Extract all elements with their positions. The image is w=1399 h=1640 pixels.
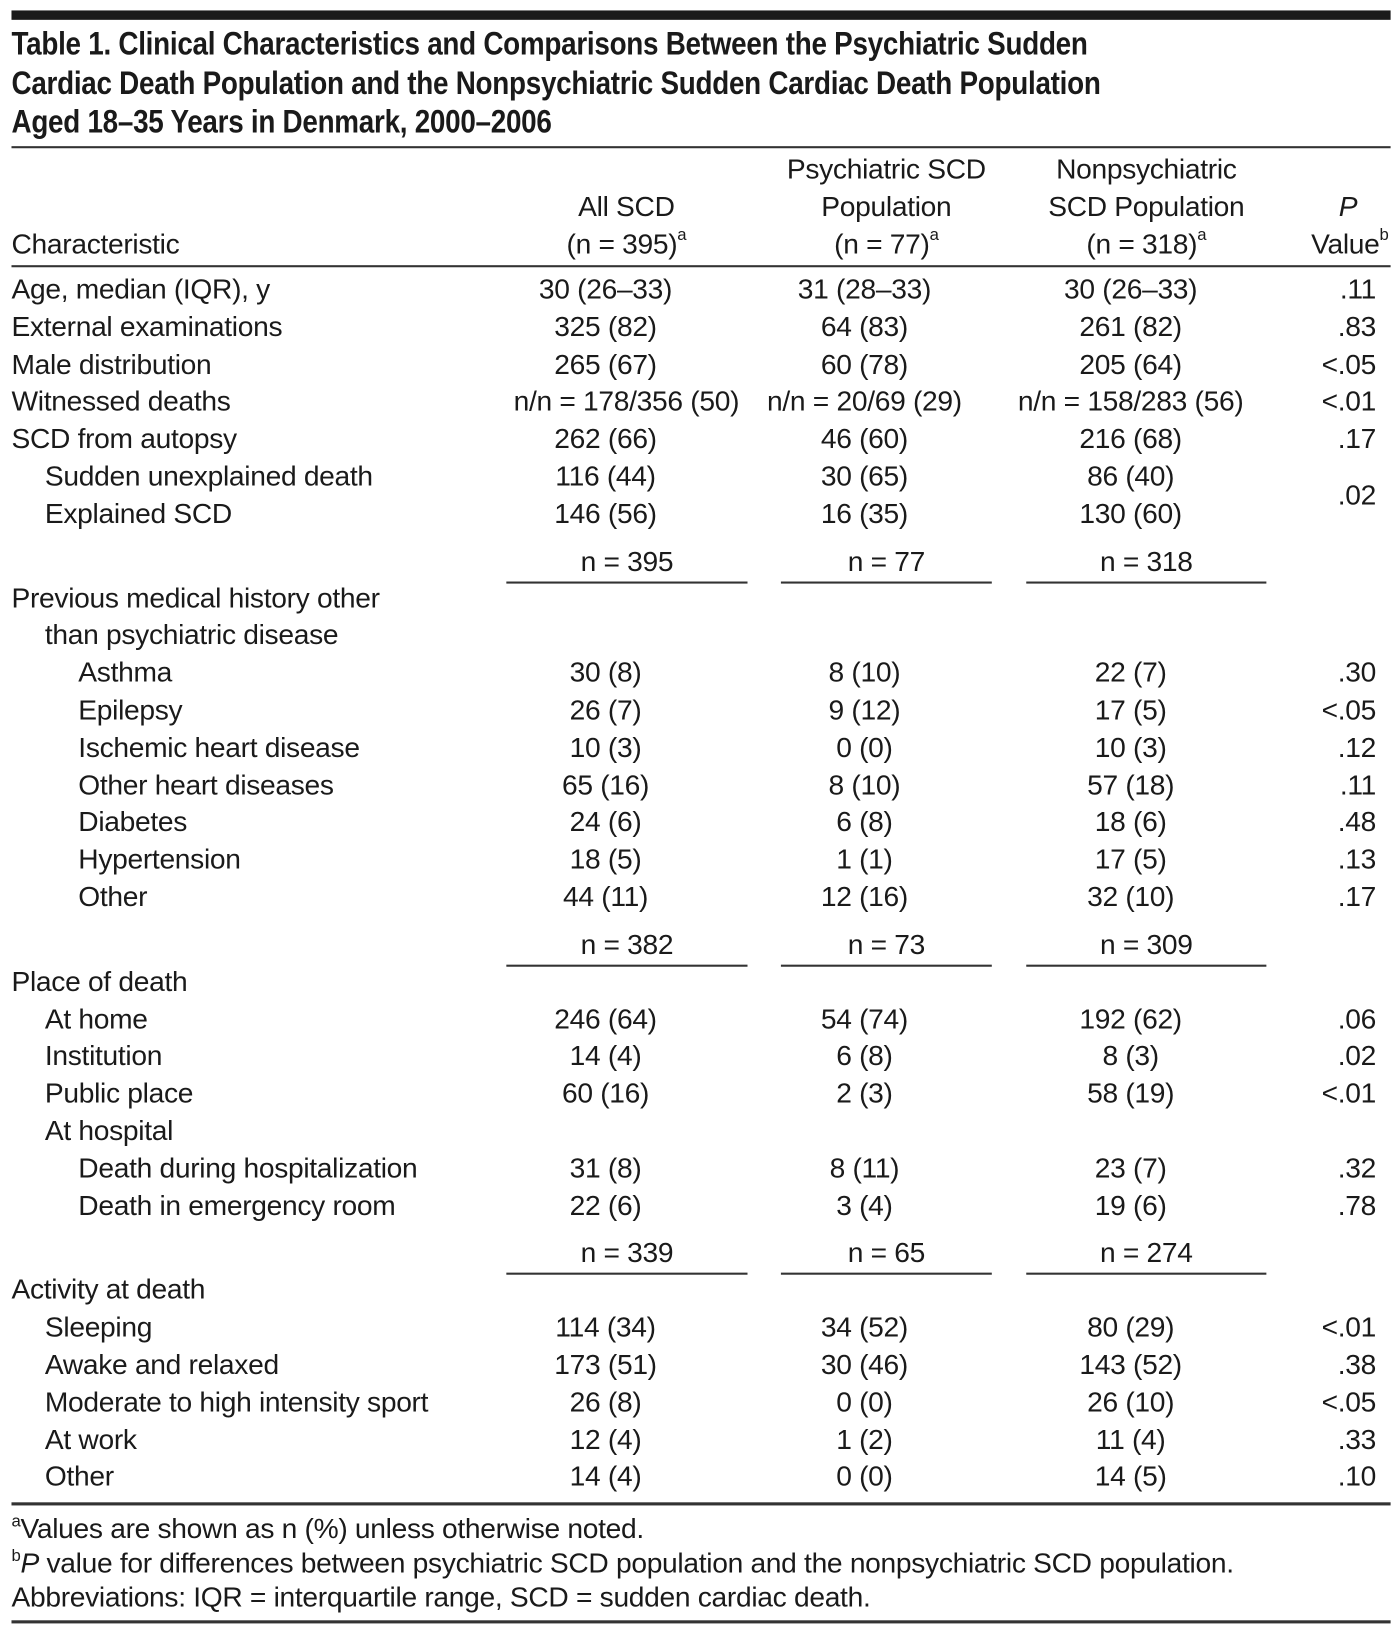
cell-p-value: .33 (1337, 1423, 1376, 1455)
table-row (0, 1150, 1399, 1187)
row-label: Death during hospitalization (78, 1152, 418, 1184)
header-all-scd (522, 188, 731, 263)
header-line (1042, 226, 1251, 264)
cell-nonpsychiatric: 17 (5) (1094, 694, 1167, 726)
table-row (0, 730, 1399, 767)
subgroup-n: n = 73 (781, 926, 992, 964)
table-row (0, 1188, 1399, 1225)
table-row (0, 842, 1399, 879)
table-row (0, 1272, 1399, 1309)
final-rule (11, 1620, 1390, 1623)
cell-nonpsychiatric: 19 (6) (1094, 1189, 1167, 1221)
title-line: Aged 18–35 Years in Denmark, 2000–2006 (11, 103, 552, 140)
footnote-mark: a (1197, 226, 1207, 245)
table-row (0, 1384, 1399, 1421)
table-row (0, 1421, 1399, 1458)
footnote-mark: b (1379, 226, 1389, 245)
header-psychiatric (782, 150, 991, 263)
cell-all-scd: 265 (67) (554, 348, 657, 380)
cell-psychiatric: 8 (11) (829, 1152, 900, 1184)
row-label: SCD from autopsy (11, 423, 237, 455)
cell-p-value: .11 (1339, 273, 1376, 305)
row-label: Sleeping (44, 1311, 153, 1343)
cell-all-scd: 246 (64) (554, 1002, 657, 1035)
table-row (0, 1113, 1399, 1150)
row-label: Ischemic heart disease (78, 731, 360, 763)
subgroup-n: n = 318 (1026, 542, 1266, 580)
cell-p-value: .78 (1337, 1189, 1376, 1221)
table-row (0, 1001, 1399, 1038)
cell-p-value: .83 (1337, 310, 1376, 343)
cell-nonpsychiatric: 30 (26–33) (1064, 273, 1198, 305)
table-row (0, 421, 1399, 458)
row-label: than psychiatric disease (44, 619, 339, 651)
cell-psychiatric: 6 (8) (836, 1040, 893, 1072)
table-row (0, 458, 1399, 511)
row-label: Hypertension (78, 843, 241, 876)
subgroup-n: n = 274 (1026, 1234, 1266, 1272)
footnote-text: value for differences between psychiatric SCD population and the nonpsychiatric SCD population. (38, 1547, 1234, 1579)
cell-all-scd: 116 (44) (555, 460, 656, 492)
cell-psychiatric: n/n = 20/69 (29) (767, 385, 962, 417)
cell-nonpsychiatric: 261 (82) (1079, 310, 1182, 343)
cell-all-scd: 31 (8) (569, 1152, 642, 1184)
row-label: Other (44, 1460, 114, 1493)
cell-psychiatric: 2 (3) (836, 1077, 893, 1109)
cell-nonpsychiatric: 10 (3) (1094, 731, 1167, 763)
cell-all-scd: 173 (51) (554, 1348, 657, 1381)
cell-psychiatric: 60 (78) (820, 348, 908, 380)
cell-nonpsychiatric: 22 (7) (1094, 656, 1167, 689)
table-row (0, 496, 1399, 533)
header-characteristic (11, 226, 179, 264)
cell-nonpsychiatric: 14 (5) (1094, 1460, 1167, 1493)
cell-psychiatric: 8 (10) (828, 656, 901, 689)
row-label: Asthma (78, 656, 172, 689)
row-label: Awake and relaxed (44, 1348, 279, 1381)
header-n: (n = 318) (1086, 228, 1198, 260)
footnote-text: Values are shown as n (%) unless otherwise noted. (20, 1512, 644, 1545)
footnote-mark: a (11, 1512, 21, 1531)
cell-p-value: <.01 (1321, 1311, 1376, 1343)
row-label: Other (78, 881, 148, 913)
header-line: SCD Population (1048, 191, 1245, 223)
cell-p-value: .10 (1337, 1460, 1376, 1493)
cell-nonpsychiatric: 57 (18) (1087, 768, 1175, 801)
table-row (0, 1459, 1399, 1496)
cell-all-scd: 14 (4) (569, 1040, 642, 1072)
table-row (0, 1309, 1399, 1346)
cell-p-value: .17 (1337, 881, 1376, 913)
cell-all-scd: 30 (26–33) (538, 273, 673, 305)
row-label: Age, median (IQR), y (11, 273, 270, 305)
row-label: At home (44, 1002, 148, 1035)
header-label: Value (1311, 228, 1380, 260)
row-label: Activity at death (11, 1274, 206, 1306)
cell-psychiatric: 1 (2) (836, 1423, 893, 1455)
cell-all-scd: 26 (7) (569, 694, 642, 726)
header-line: All SCD (578, 191, 675, 223)
cell-psychiatric: 0 (0) (836, 731, 893, 763)
cell-all-scd: 262 (66) (554, 423, 657, 455)
cell-all-scd: 10 (3) (569, 731, 642, 763)
cell-psychiatric: 9 (12) (828, 694, 901, 726)
cell-p-value: <.01 (1321, 385, 1376, 417)
cell-all-scd: 44 (11) (562, 881, 649, 913)
cell-p-value: .17 (1337, 423, 1376, 455)
header-p-value (1311, 188, 1388, 263)
cell-psychiatric: 0 (0) (836, 1460, 893, 1493)
cell-all-scd: 146 (56) (554, 497, 657, 530)
cell-all-scd: 24 (6) (569, 806, 642, 838)
subgroup-n-row (0, 542, 1399, 580)
cell-psychiatric: 34 (52) (820, 1311, 908, 1343)
cell-nonpsychiatric: 17 (5) (1094, 843, 1167, 876)
cell-all-scd: 18 (5) (569, 843, 642, 876)
table-row (0, 1347, 1399, 1384)
header-line (1311, 226, 1388, 264)
cell-p-value: <.05 (1321, 348, 1376, 380)
row-label: Diabetes (78, 806, 188, 838)
row-label: External examinations (11, 310, 283, 343)
title-line: Table 1. Clinical Characteristics and Comparisons Between the Psychiatric Sudden (11, 25, 1088, 62)
table-row (0, 879, 1399, 916)
header-line (522, 226, 731, 264)
table-bottom-rule (11, 1502, 1390, 1505)
cell-p-value: <.05 (1321, 1386, 1376, 1418)
cell-psychiatric: 64 (83) (820, 310, 908, 343)
footnote-mark: b (11, 1547, 21, 1565)
cell-p-value: .12 (1337, 731, 1376, 763)
row-label: Witnessed deaths (11, 385, 231, 417)
cell-psychiatric: 30 (46) (820, 1348, 908, 1381)
footnote-b (11, 1546, 1233, 1580)
table-row (0, 346, 1399, 383)
table-row (0, 309, 1399, 346)
top-thick-rule (11, 10, 1390, 19)
cell-p-value: .48 (1337, 806, 1376, 838)
cell-p-value: .13 (1337, 843, 1376, 876)
header-nonpsychiatric (1042, 150, 1251, 263)
cell-p-value: .32 (1337, 1152, 1376, 1184)
table-row (0, 655, 1399, 692)
table-body (0, 271, 1399, 1496)
header-line: P (1338, 191, 1358, 223)
cell-nonpsychiatric: 32 (10) (1087, 881, 1175, 913)
subgroup-n: n = 382 (506, 926, 747, 964)
cell-p-value: .06 (1337, 1002, 1376, 1035)
cell-all-scd: 26 (8) (569, 1386, 642, 1418)
title-rule (11, 146, 1390, 148)
cell-nonpsychiatric: 205 (64) (1079, 348, 1182, 380)
cell-psychiatric: 6 (8) (836, 806, 893, 838)
subgroup-n: n = 77 (781, 542, 992, 580)
table-row (0, 767, 1399, 804)
subgroup-n-row (0, 926, 1399, 964)
cell-all-scd: 65 (16) (561, 768, 650, 801)
table-row (0, 617, 1399, 654)
row-label: Previous medical history other (11, 582, 380, 614)
cell-psychiatric: 46 (60) (820, 423, 908, 455)
subgroup-n: n = 309 (1026, 926, 1266, 964)
header-n: (n = 77) (834, 228, 930, 260)
cell-all-scd: 22 (6) (569, 1189, 642, 1221)
cell-nonpsychiatric: n/n = 158/283 (56) (1017, 385, 1244, 417)
footnote-a (11, 1512, 1233, 1546)
table-row (0, 692, 1399, 729)
header-label: Characteristic (11, 228, 180, 260)
table-header (0, 150, 1399, 263)
cell-nonpsychiatric: 192 (62) (1079, 1002, 1182, 1035)
table-row (0, 1038, 1399, 1075)
cell-p-value: <.05 (1321, 694, 1376, 726)
cell-nonpsychiatric: 18 (6) (1094, 806, 1167, 838)
table-row (0, 963, 1399, 1000)
cell-all-scd: 14 (4) (569, 1460, 642, 1493)
cell-all-scd: 60 (16) (561, 1077, 650, 1109)
title-line: Cardiac Death Population and the Nonpsychiatric Sudden Cardiac Death Population (11, 64, 1101, 101)
cell-all-scd: 12 (4) (569, 1423, 642, 1455)
cell-nonpsychiatric: 86 (40) (1087, 460, 1175, 492)
cell-nonpsychiatric: 216 (68) (1079, 423, 1182, 455)
subgroup-n: n = 65 (781, 1234, 992, 1272)
footnote-mark: a (929, 226, 939, 245)
cell-all-scd: n/n = 178/356 (50) (513, 385, 740, 417)
cell-psychiatric: 16 (35) (820, 497, 908, 530)
cell-psychiatric: 31 (28–33) (797, 273, 932, 305)
cell-nonpsychiatric: 130 (60) (1079, 497, 1182, 530)
cell-psychiatric: 8 (10) (828, 768, 901, 801)
row-label: Institution (44, 1040, 163, 1072)
subgroup-n: n = 339 (506, 1234, 747, 1272)
cell-psychiatric: 1 (1) (836, 843, 893, 876)
cell-p-value: .30 (1337, 656, 1376, 689)
header-line (782, 226, 991, 264)
cell-psychiatric: 0 (0) (836, 1386, 893, 1418)
header-line: Nonpsychiatric (1056, 153, 1237, 185)
cell-nonpsychiatric: 11 (4) (1095, 1423, 1166, 1455)
cell-psychiatric: 30 (65) (820, 460, 908, 492)
header-line: Population (821, 191, 952, 223)
row-label: At hospital (44, 1114, 174, 1147)
footnote-mark: a (677, 226, 687, 245)
table-title (11, 24, 1277, 141)
cell-p-value: .02 (1337, 1040, 1376, 1072)
row-label: Place of death (11, 965, 188, 997)
cell-nonpsychiatric: 8 (3) (1102, 1040, 1159, 1072)
cell-all-scd: 114 (34) (555, 1311, 656, 1343)
cell-nonpsychiatric: 143 (52) (1079, 1348, 1182, 1381)
cell-nonpsychiatric: 80 (29) (1087, 1311, 1175, 1343)
cell-p-value: .11 (1339, 768, 1376, 801)
row-label: Death in emergency room (78, 1189, 396, 1221)
cell-p-value: .38 (1337, 1348, 1376, 1381)
row-label: Other heart diseases (78, 768, 334, 801)
footnotes (11, 1512, 1233, 1615)
cell-nonpsychiatric: 58 (19) (1087, 1077, 1175, 1109)
cell-all-scd: 30 (8) (569, 656, 642, 689)
row-label: Epilepsy (78, 694, 183, 726)
subgroup-n-row (0, 1234, 1399, 1272)
cell-p-value: <.01 (1321, 1077, 1376, 1109)
header-rule (11, 265, 1390, 267)
row-label: Public place (44, 1077, 194, 1109)
row-label: Sudden unexplained death (44, 460, 373, 492)
cell-psychiatric: 12 (16) (820, 881, 908, 913)
footnote-italic: P (20, 1547, 39, 1579)
footnote-abbreviations: Abbreviations: IQR = interquartile range, SCD = sudden cardiac death. (11, 1581, 871, 1613)
header-line: Psychiatric SCD (786, 153, 986, 185)
table-row (0, 1075, 1399, 1112)
row-label: At work (44, 1423, 137, 1455)
cell-nonpsychiatric: 26 (10) (1087, 1386, 1175, 1418)
cell-nonpsychiatric: 23 (7) (1094, 1152, 1167, 1184)
table-row (0, 271, 1399, 308)
cell-psychiatric: 54 (74) (820, 1002, 908, 1035)
cell-p-value: .02 (1337, 479, 1376, 511)
row-label: Explained SCD (44, 497, 232, 530)
table-row (0, 384, 1399, 421)
subgroup-n: n = 395 (506, 542, 747, 580)
cell-psychiatric: 3 (4) (836, 1189, 893, 1221)
table-row (0, 580, 1399, 617)
table-row (0, 804, 1399, 841)
row-label: Moderate to high intensity sport (44, 1386, 429, 1418)
cell-all-scd: 325 (82) (554, 310, 657, 343)
row-label: Male distribution (11, 348, 212, 380)
header-n: (n = 395) (566, 228, 678, 260)
